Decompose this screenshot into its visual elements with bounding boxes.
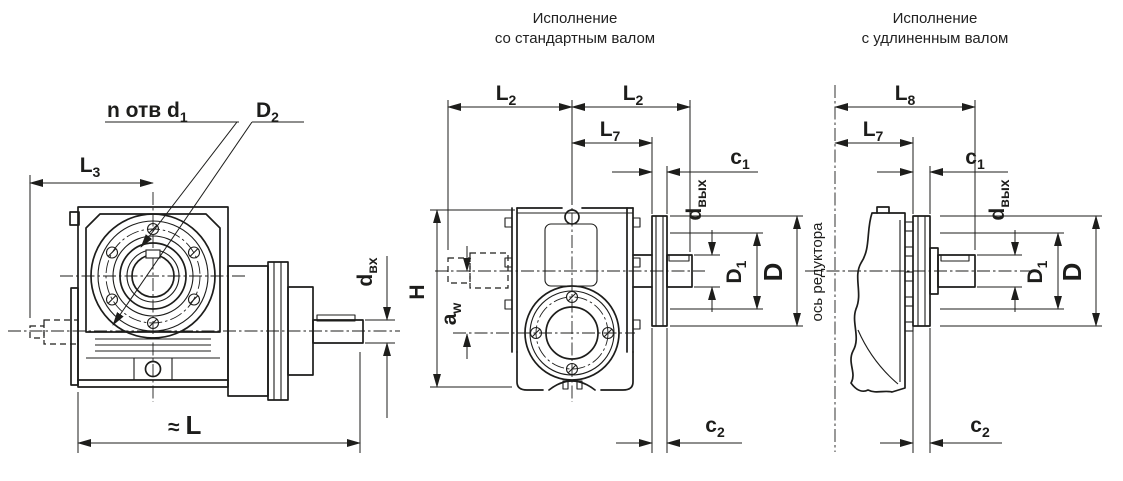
dim-label-d-out-right: $d_{вых}$ — [986, 179, 1012, 221]
standard-view-phantom-input-shaft — [448, 253, 508, 288]
dim-label-d2: $D_2$ — [256, 99, 279, 125]
dim-label-d1-right: $D_1$ — [1024, 260, 1050, 284]
dim-label-d-in: $d_{вх}$ — [354, 257, 380, 287]
dim-label-length: ≈ L — [168, 410, 202, 440]
standard-shaft-view — [406, 82, 803, 453]
title-extended-line2: с удлиненным валом — [861, 30, 1009, 47]
dim-label-c2-right: $c_2$ — [970, 414, 990, 440]
dim-label-d-flange-right: D — [1057, 262, 1087, 282]
extended-view-housing — [851, 207, 913, 392]
dim-label-d1: $D_1$ — [723, 260, 749, 284]
dim-label-c1-right: $c_1$ — [965, 146, 985, 172]
dim-label-l2-right: $L_2$ — [622, 82, 644, 108]
dim-label-l3: $L_3$ — [79, 154, 101, 180]
standard-view-dimensions — [430, 100, 803, 453]
dim-label-l7: $L_7$ — [599, 118, 621, 144]
title-extended-line1: Исполнение — [892, 10, 978, 27]
reducer-axis-label: ось редуктора — [809, 222, 826, 322]
standard-view-housing-outline — [505, 208, 640, 390]
dim-label-d-out: $d_{вых}$ — [683, 179, 709, 221]
dim-label-l8: $L_8$ — [894, 82, 916, 108]
dim-label-l2-left: $L_2$ — [495, 82, 517, 108]
dim-label-h: H — [406, 284, 429, 300]
dim-label-c1: $c_1$ — [730, 146, 750, 172]
title-standard-line2: со стандартным валом — [494, 30, 656, 47]
title-standard-line1: Исполнение — [532, 10, 618, 27]
view-titles — [495, 10, 1008, 47]
dim-label-aw: $a_w$ — [438, 302, 464, 326]
dim-label-holes: n отв $d_1$ — [107, 99, 188, 125]
extended-shaft-view — [805, 82, 1102, 453]
dim-label-d-flange: D — [758, 262, 788, 282]
dim-label-c2: $c_2$ — [705, 414, 725, 440]
front-view — [8, 99, 400, 453]
dim-label-l7-right: $L_7$ — [862, 118, 884, 144]
